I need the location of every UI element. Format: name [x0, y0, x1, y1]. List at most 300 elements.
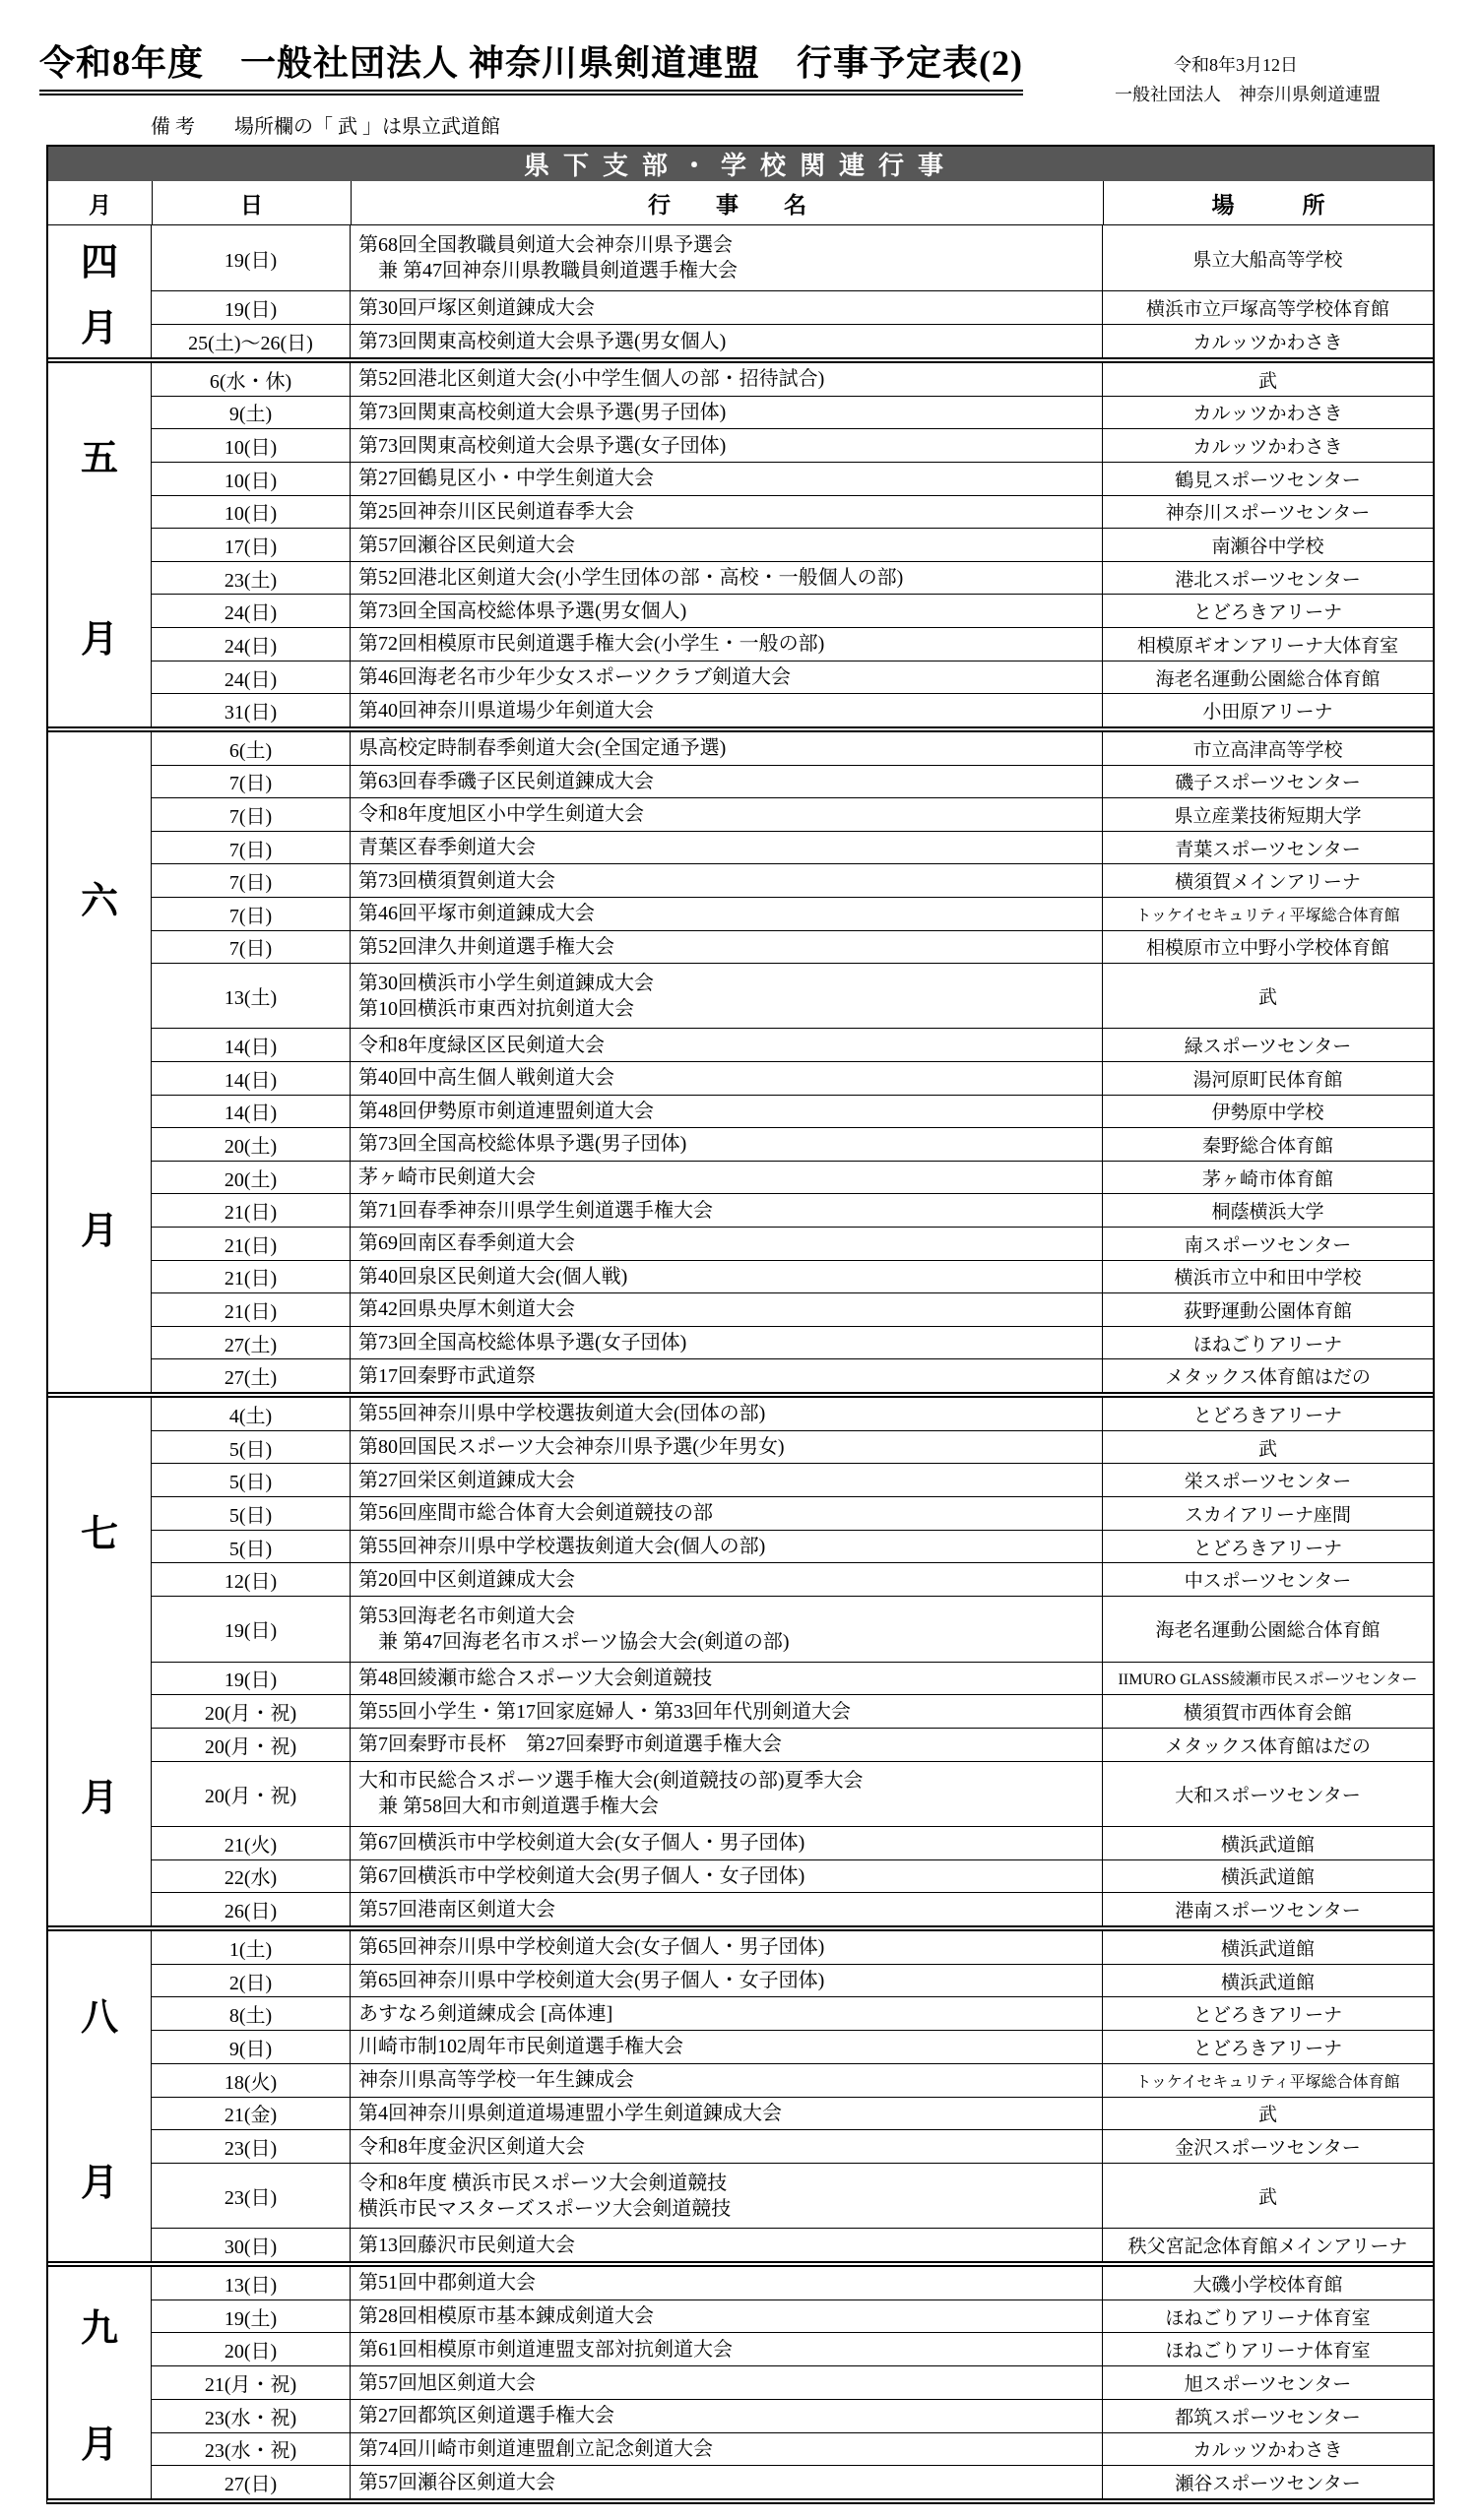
date-cell: 5(日) — [152, 1531, 351, 1563]
event-cell — [351, 1128, 1103, 1161]
place-cell: トッケイセキュリティ平塚総合体育館 — [1135, 907, 1400, 924]
date-cell: 20(月・祝) — [152, 1695, 351, 1728]
date-cell: 7(日) — [152, 898, 351, 930]
event-line: 第73回関東高校剣道大会県予選(男子団体) — [358, 401, 727, 423]
date-cell: 20(月・祝) — [152, 1729, 351, 1761]
place-cell: メタックス体育館はだの — [1165, 1735, 1371, 1757]
month-char: 月 — [80, 2424, 118, 2466]
place-cell: 緑スポーツセンター — [1184, 1037, 1352, 1058]
month-label — [48, 732, 152, 1392]
event-line: 令和8年度旭区小中学生剣道大会 — [358, 803, 644, 826]
date-cell: 8(土) — [152, 1997, 351, 2030]
event-line: 横浜市民マスターズスポーツ大会剣道競技 — [358, 2197, 732, 2220]
event-cell — [351, 496, 1103, 529]
place-cell: 大和スポーツセンター — [1175, 1785, 1361, 1806]
place-cell: とどろきアリーナ — [1192, 2038, 1343, 2059]
event-cell — [351, 1531, 1103, 1563]
date-cell: 7(日) — [152, 864, 351, 897]
event-cell — [351, 2267, 1103, 2300]
table-row — [152, 1227, 1433, 1260]
event-line: 第40回神奈川県道場少年剣道大会 — [358, 699, 654, 722]
table-row — [152, 462, 1433, 495]
table-row — [152, 2228, 1433, 2261]
date-cell: 23(日) — [152, 2130, 351, 2163]
event-cell — [351, 562, 1103, 595]
event-line: 第53回海老名市剣道大会 — [358, 1605, 575, 1627]
date-cell: 20(月・祝) — [152, 1762, 351, 1826]
date-cell: 20(日) — [152, 2333, 351, 2365]
date-cell: 21(日) — [152, 1261, 351, 1293]
table-row — [152, 1292, 1433, 1326]
table-row — [152, 1761, 1433, 1826]
date-cell: 10(日) — [152, 463, 351, 495]
sections — [48, 225, 1433, 2498]
date-cell: 14(日) — [152, 1029, 351, 1061]
month-section — [48, 225, 1433, 357]
place-cell: 都筑スポーツセンター — [1175, 2407, 1361, 2428]
table-row — [152, 2030, 1433, 2063]
event-cell — [351, 1293, 1103, 1326]
table-row — [152, 396, 1433, 429]
table-row — [152, 1931, 1433, 1964]
table-row — [152, 324, 1433, 357]
date-cell: 19(日) — [152, 291, 351, 324]
schedule-table — [46, 145, 1435, 2504]
event-cell — [351, 1162, 1103, 1194]
place-cell: カルッツかわさき — [1192, 404, 1343, 425]
table-row — [152, 897, 1433, 930]
event-cell — [351, 595, 1103, 627]
table-row — [152, 1728, 1433, 1761]
event-line: 第27回都筑区剣道選手権大会 — [358, 2405, 614, 2427]
date-cell: 5(日) — [152, 1497, 351, 1530]
table-row — [152, 1596, 1433, 1661]
month-rows — [152, 1931, 1433, 2261]
event-cell — [351, 1431, 1103, 1464]
event-line: 第40回泉区民剣道大会(個人戦) — [358, 1265, 628, 1288]
month-section — [48, 726, 1433, 1392]
date-cell: 13(日) — [152, 2267, 351, 2300]
date-cell: 21(金) — [152, 2098, 351, 2130]
table-row — [152, 1859, 1433, 1893]
place-cell: 青葉スポーツセンター — [1175, 839, 1361, 860]
event-cell — [351, 1398, 1103, 1430]
event-line: 第25回神奈川区民剣道春季大会 — [358, 500, 634, 523]
event-line: 第63回春季磯子区民剣道錬成大会 — [358, 770, 654, 792]
table-row — [152, 831, 1433, 864]
place-cell: 相模原ギオンアリーナ大体育室 — [1136, 635, 1399, 657]
place-cell: 県立大船高等学校 — [1192, 249, 1343, 271]
event-cell — [351, 2300, 1103, 2333]
event-line: 第73回横須賀剣道大会 — [358, 869, 555, 892]
month-char: 八 — [80, 1997, 118, 2040]
table-row — [152, 225, 1433, 290]
month-char: 月 — [80, 1211, 118, 1252]
event-line: 第67回横浜市中学校剣道大会(女子個人・男子団体) — [358, 1832, 805, 1855]
table-row — [152, 2163, 1433, 2228]
event-cell — [351, 832, 1103, 864]
place-cell: 茅ヶ崎市体育館 — [1201, 1168, 1333, 1190]
date-cell: 9(日) — [152, 2031, 351, 2063]
date-cell: 21(日) — [152, 1293, 351, 1326]
date-cell: 23(水・祝) — [152, 2400, 351, 2432]
place-cell: 横浜武道館 — [1220, 1867, 1315, 1889]
table-row — [152, 363, 1433, 396]
event-line: 令和8年度 横浜市民スポーツ大会剣道競技 — [358, 2172, 728, 2194]
table-row — [152, 1028, 1433, 1061]
month-char: 五 — [80, 437, 118, 479]
date-cell: 23(水・祝) — [152, 2433, 351, 2466]
table-row — [152, 963, 1433, 1028]
date-cell: 24(日) — [152, 628, 351, 661]
date-cell: 27(土) — [152, 1327, 351, 1359]
place-cell: 横須賀市西体育会館 — [1183, 1703, 1352, 1725]
event-line: 第20回中区剣道錬成大会 — [358, 1568, 575, 1591]
table-row — [152, 2332, 1433, 2365]
place-cell: カルッツかわさき — [1192, 437, 1343, 459]
event-cell — [351, 766, 1103, 798]
place-cell: 港北スポーツセンター — [1175, 569, 1361, 591]
place-cell: 海老名運動公園総合体育館 — [1155, 668, 1381, 690]
table-row — [152, 661, 1433, 694]
date-cell: 27(日) — [152, 2466, 351, 2498]
event-cell — [351, 397, 1103, 429]
event-cell — [351, 2366, 1103, 2399]
event-line: 第17回秦野市武道祭 — [358, 1364, 536, 1387]
event-cell — [351, 363, 1103, 396]
place-cell: 相模原市立中野小学校体育館 — [1145, 938, 1389, 960]
event-cell — [351, 1729, 1103, 1761]
table-row — [152, 1694, 1433, 1728]
place-cell: 横浜武道館 — [1220, 1972, 1315, 1993]
event-line: 第80回国民スポーツ大会神奈川県予選(少年男女) — [358, 1436, 785, 1459]
date-cell: 22(水) — [152, 1860, 351, 1893]
table-row — [152, 495, 1433, 529]
table-row — [152, 1430, 1433, 1464]
place-cell: ほねごりアリーナ体育室 — [1165, 2307, 1371, 2329]
event-line: 第30回戸塚区剣道錬成大会 — [358, 296, 595, 319]
event-cell — [351, 694, 1103, 726]
date-cell: 5(日) — [152, 1431, 351, 1464]
event-line: 第46回平塚市剣道錬成大会 — [358, 903, 595, 925]
event-line: 第52回港北区剣道大会(小学生団体の部・高校・一般個人の部) — [358, 567, 904, 590]
event-line: 第42回県央厚木剣道大会 — [358, 1298, 575, 1321]
month-label — [48, 363, 152, 726]
event-line: 第65回神奈川県中学校剣道大会(男子個人・女子団体) — [358, 1970, 825, 1992]
table-row — [152, 2465, 1433, 2498]
month-section — [48, 1925, 1433, 2261]
event-cell — [351, 1497, 1103, 1530]
event-line: 第52回港北区剣道大会(小中学生個人の部・招待試合) — [358, 368, 825, 391]
column-header-month: 月 — [89, 192, 111, 218]
event-cell — [351, 1327, 1103, 1359]
place-cell: 小田原アリーナ — [1202, 702, 1333, 724]
date-cell: 24(日) — [152, 595, 351, 627]
event-cell — [351, 1762, 1103, 1826]
date-cell: 25(土)～26(日) — [152, 325, 351, 357]
event-cell — [351, 2433, 1103, 2466]
event-line: 第57回港南区剣道大会 — [358, 1898, 555, 1921]
place-cell: 中スポーツセンター — [1184, 1571, 1352, 1593]
table-row — [152, 1061, 1433, 1095]
event-line: 神奈川県高等学校一年生錬成会 — [358, 2069, 634, 2092]
table-row — [152, 1095, 1433, 1128]
event-cell — [351, 2229, 1103, 2261]
date-cell: 24(日) — [152, 662, 351, 694]
date-cell: 21(火) — [152, 1827, 351, 1859]
event-cell — [351, 798, 1103, 831]
month-label — [48, 1398, 152, 1925]
event-cell — [351, 864, 1103, 897]
event-line: あすなろ剣道練成会 [高体連] — [358, 2002, 613, 2025]
event-line: 第7回秦野市長杯 第27回秦野市剣道選手権大会 — [358, 1733, 782, 1756]
event-cell — [351, 1931, 1103, 1964]
date-cell: 19(日) — [152, 225, 351, 290]
event-cell — [351, 964, 1103, 1028]
date-cell: 27(土) — [152, 1359, 351, 1392]
table-row — [152, 1530, 1433, 1563]
place-cell: 金沢スポーツセンター — [1175, 2138, 1361, 2160]
table-row — [152, 1161, 1433, 1194]
place-cell: 秩父宮記念体育館メインアリーナ — [1127, 2236, 1408, 2258]
place-cell: とどろきアリーナ — [1192, 2005, 1343, 2027]
event-line: 青葉区春季剣道大会 — [358, 837, 536, 859]
date-cell: 7(日) — [152, 798, 351, 831]
event-cell — [351, 1062, 1103, 1095]
event-cell — [351, 2064, 1103, 2097]
issuer-name: 一般社団法人 神奈川県剣道連盟 — [1115, 85, 1381, 104]
table-row — [152, 1662, 1433, 1695]
event-cell — [351, 291, 1103, 324]
place-cell: 武 — [1257, 987, 1277, 1009]
event-line: 第55回小学生・第17回家庭婦人・第33回年代別剣道大会 — [358, 1700, 851, 1723]
event-cell — [351, 1965, 1103, 1997]
table-row — [152, 732, 1433, 765]
place-cell: 荻野運動公園体育館 — [1183, 1300, 1352, 1322]
place-cell: 武 — [1257, 2187, 1277, 2209]
place-cell: 湯河原町民体育館 — [1192, 1069, 1343, 1091]
place-cell: 瀬谷スポーツセンター — [1175, 2474, 1361, 2495]
event-line: 第51回中郡剣道大会 — [358, 2272, 536, 2295]
month-rows — [152, 225, 1433, 357]
place-cell: 神奈川スポーツセンター — [1165, 503, 1371, 525]
place-cell: 市立高津高等学校 — [1192, 739, 1343, 761]
table-row — [152, 2300, 1433, 2333]
date-cell: 19(土) — [152, 2300, 351, 2333]
month-label — [48, 2267, 152, 2498]
table-row — [152, 2432, 1433, 2466]
column-header-event: 行 事 名 — [351, 181, 1103, 224]
table-row — [152, 1496, 1433, 1530]
date-cell: 10(日) — [152, 429, 351, 462]
table-row — [152, 1127, 1433, 1161]
date-cell: 23(土) — [152, 562, 351, 595]
date-cell: 21(月・祝) — [152, 2366, 351, 2399]
table-row — [152, 2097, 1433, 2130]
event-cell — [351, 628, 1103, 661]
table-row — [152, 693, 1433, 726]
event-line: 第55回神奈川県中学校選抜剣道大会(個人の部) — [358, 1536, 766, 1558]
place-cell: 横須賀メインアリーナ — [1175, 872, 1361, 894]
date-cell: 17(日) — [152, 529, 351, 561]
event-cell — [351, 2130, 1103, 2163]
event-cell — [351, 931, 1103, 964]
date-cell: 14(日) — [152, 1096, 351, 1128]
event-line: 茅ヶ崎市民剣道大会 — [358, 1166, 536, 1189]
event-line: 大和市民総合スポーツ選手権大会(剣道競技の部)夏季大会 — [358, 1770, 864, 1793]
month-section — [48, 357, 1433, 726]
table-row — [152, 2063, 1433, 2097]
event-line: 第57回瀬谷区民剣道大会 — [358, 534, 575, 556]
date-cell: 1(土) — [152, 1931, 351, 1964]
table-row — [152, 528, 1433, 561]
event-line: 第13回藤沢市民剣道大会 — [358, 2234, 575, 2256]
section-title-bar: 県下支部・学校関連行事 — [48, 147, 1433, 181]
event-line: 第71回春季神奈川県学生剣道選手権大会 — [358, 1199, 713, 1222]
event-line: 第4回神奈川県剣道道場連盟小学生剣道錬成大会 — [358, 2102, 782, 2124]
table-row — [152, 1996, 1433, 2030]
date-cell: 9(土) — [152, 397, 351, 429]
date-cell: 26(日) — [152, 1893, 351, 1925]
event-line: 第57回瀬谷区剣道大会 — [358, 2471, 555, 2493]
month-label — [48, 1931, 152, 2261]
event-line: 県高校定時制春季剣道大会(全国定通予選) — [358, 737, 727, 760]
table-row — [152, 2399, 1433, 2432]
table-row — [152, 797, 1433, 831]
place-cell: 秦野総合体育館 — [1201, 1135, 1333, 1157]
event-line: 第61回相模原市剣道連盟支部対抗剣道大会 — [358, 2338, 733, 2361]
issued-date: 令和8年3月12日 — [1174, 55, 1298, 75]
table-row — [152, 627, 1433, 661]
place-cell: 横浜武道館 — [1220, 1938, 1315, 1960]
place-cell: カルッツかわさき — [1192, 2440, 1343, 2462]
place-cell: 南瀬谷中学校 — [1211, 536, 1324, 558]
event-line: 令和8年度緑区区民剣道大会 — [358, 1034, 605, 1056]
page-title: 令和8年度 一般社団法人 神奈川県剣道連盟 行事予定表(2) — [39, 35, 1023, 95]
event-line: 第27回栄区剣道錬成大会 — [358, 1469, 575, 1491]
column-header-place: 場 所 — [1103, 181, 1433, 224]
place-cell: 横浜武道館 — [1220, 1834, 1315, 1856]
date-cell: 21(日) — [152, 1228, 351, 1260]
place-cell: とどろきアリーナ — [1192, 1405, 1343, 1426]
event-line: 第46回海老名市少年少女スポーツクラブ剣道大会 — [358, 666, 791, 689]
date-cell: 31(日) — [152, 694, 351, 726]
event-cell — [351, 1228, 1103, 1260]
remarks-note: 備 考 場所欄の「 武 」は県立武道館 — [151, 116, 500, 138]
place-cell: 大磯小学校体育館 — [1192, 2274, 1343, 2296]
date-cell: 4(土) — [152, 1398, 351, 1430]
table-row — [152, 1193, 1433, 1227]
place-cell: トッケイセキュリティ平塚総合体育館 — [1135, 2073, 1400, 2091]
table-row — [152, 1562, 1433, 1596]
event-line: 第72回相模原市民剣道選手権大会(小学生・一般の部) — [358, 633, 825, 656]
event-line: 兼 第58回大和市剣道選手権大会 — [358, 1796, 659, 1818]
event-cell — [351, 225, 1103, 290]
event-line: 第68回全国教職員剣道大会神奈川県予選会 — [358, 234, 733, 256]
month-section — [48, 1392, 1433, 1925]
place-cell: IIMURO GLASS綾瀬市民スポーツセンター — [1118, 1671, 1418, 1689]
place-cell: とどろきアリーナ — [1192, 1538, 1343, 1559]
place-cell: 磯子スポーツセンター — [1175, 773, 1361, 794]
place-cell: 栄スポーツセンター — [1184, 1472, 1352, 1493]
event-cell — [351, 2466, 1103, 2498]
place-cell: 伊勢原中学校 — [1211, 1102, 1324, 1124]
date-cell: 7(日) — [152, 832, 351, 864]
month-label — [48, 225, 152, 357]
table-row — [152, 1892, 1433, 1925]
date-cell: 7(日) — [152, 766, 351, 798]
place-cell: カルッツかわさき — [1192, 333, 1343, 353]
date-cell: 21(日) — [152, 1194, 351, 1227]
event-line: 第73回関東高校剣道大会県予選(男女個人) — [358, 330, 727, 352]
event-cell — [351, 1096, 1103, 1128]
event-line: 第57回旭区剣道大会 — [358, 2371, 536, 2394]
event-cell — [351, 1893, 1103, 1925]
event-line: 第30回横浜市小学生剣道錬成大会 — [358, 972, 654, 994]
place-cell: 旭スポーツセンター — [1184, 2374, 1352, 2396]
month-char: 月 — [80, 619, 118, 662]
event-line: 第65回神奈川県中学校剣道大会(女子個人・男子団体) — [358, 1936, 825, 1959]
table-row — [152, 1260, 1433, 1293]
event-line: 第69回南区春季剣道大会 — [358, 1232, 575, 1255]
month-char: 六 — [80, 881, 118, 922]
table-row — [152, 930, 1433, 964]
table-row — [152, 765, 1433, 798]
table-row — [152, 1826, 1433, 1859]
place-cell: 横浜市立中和田中学校 — [1174, 1268, 1362, 1290]
event-cell — [351, 1563, 1103, 1596]
event-cell — [351, 1695, 1103, 1728]
place-cell: 港南スポーツセンター — [1175, 1901, 1361, 1922]
event-cell — [351, 898, 1103, 930]
place-cell: 桐蔭横浜大学 — [1211, 1202, 1324, 1224]
place-cell: 南スポーツセンター — [1184, 1234, 1352, 1256]
event-line: 第40回中高生個人戦剣道大会 — [358, 1067, 614, 1090]
event-cell — [351, 1261, 1103, 1293]
event-line: 第55回神奈川県中学校選抜剣道大会(団体の部) — [358, 1403, 766, 1425]
event-cell — [351, 1827, 1103, 1859]
event-cell — [351, 2333, 1103, 2365]
event-cell — [351, 2164, 1103, 2228]
date-cell: 2(日) — [152, 1965, 351, 1997]
event-line: 第48回綾瀬市総合スポーツ大会剣道競技 — [358, 1667, 713, 1689]
event-cell — [351, 1029, 1103, 1061]
date-cell: 20(土) — [152, 1162, 351, 1194]
place-cell: スカイアリーナ座間 — [1184, 1504, 1352, 1526]
event-cell — [351, 1663, 1103, 1695]
column-header-row — [48, 181, 1433, 225]
table-row — [152, 1326, 1433, 1359]
event-line: 第28回相模原市基本錬成剣道大会 — [358, 2305, 654, 2328]
event-cell — [351, 1860, 1103, 1893]
month-char: 七 — [80, 1513, 118, 1555]
date-cell: 6(水・休) — [152, 363, 351, 396]
event-line: 第73回全国高校総体県予選(女子団体) — [358, 1332, 687, 1354]
month-rows — [152, 2267, 1433, 2498]
date-cell: 6(土) — [152, 732, 351, 765]
event-line: 第27回鶴見区小・中学生剣道大会 — [358, 468, 654, 490]
month-char: 四 — [80, 242, 118, 284]
place-cell: とどろきアリーナ — [1192, 602, 1343, 624]
event-cell — [351, 662, 1103, 694]
month-rows — [152, 363, 1433, 726]
event-cell — [351, 463, 1103, 495]
month-char: 月 — [80, 308, 118, 349]
table-row — [152, 2267, 1433, 2300]
event-line: 令和8年度金沢区剣道大会 — [358, 2135, 585, 2158]
month-rows — [152, 1398, 1433, 1925]
event-line: 第73回全国高校総体県予選(男女個人) — [358, 599, 687, 622]
